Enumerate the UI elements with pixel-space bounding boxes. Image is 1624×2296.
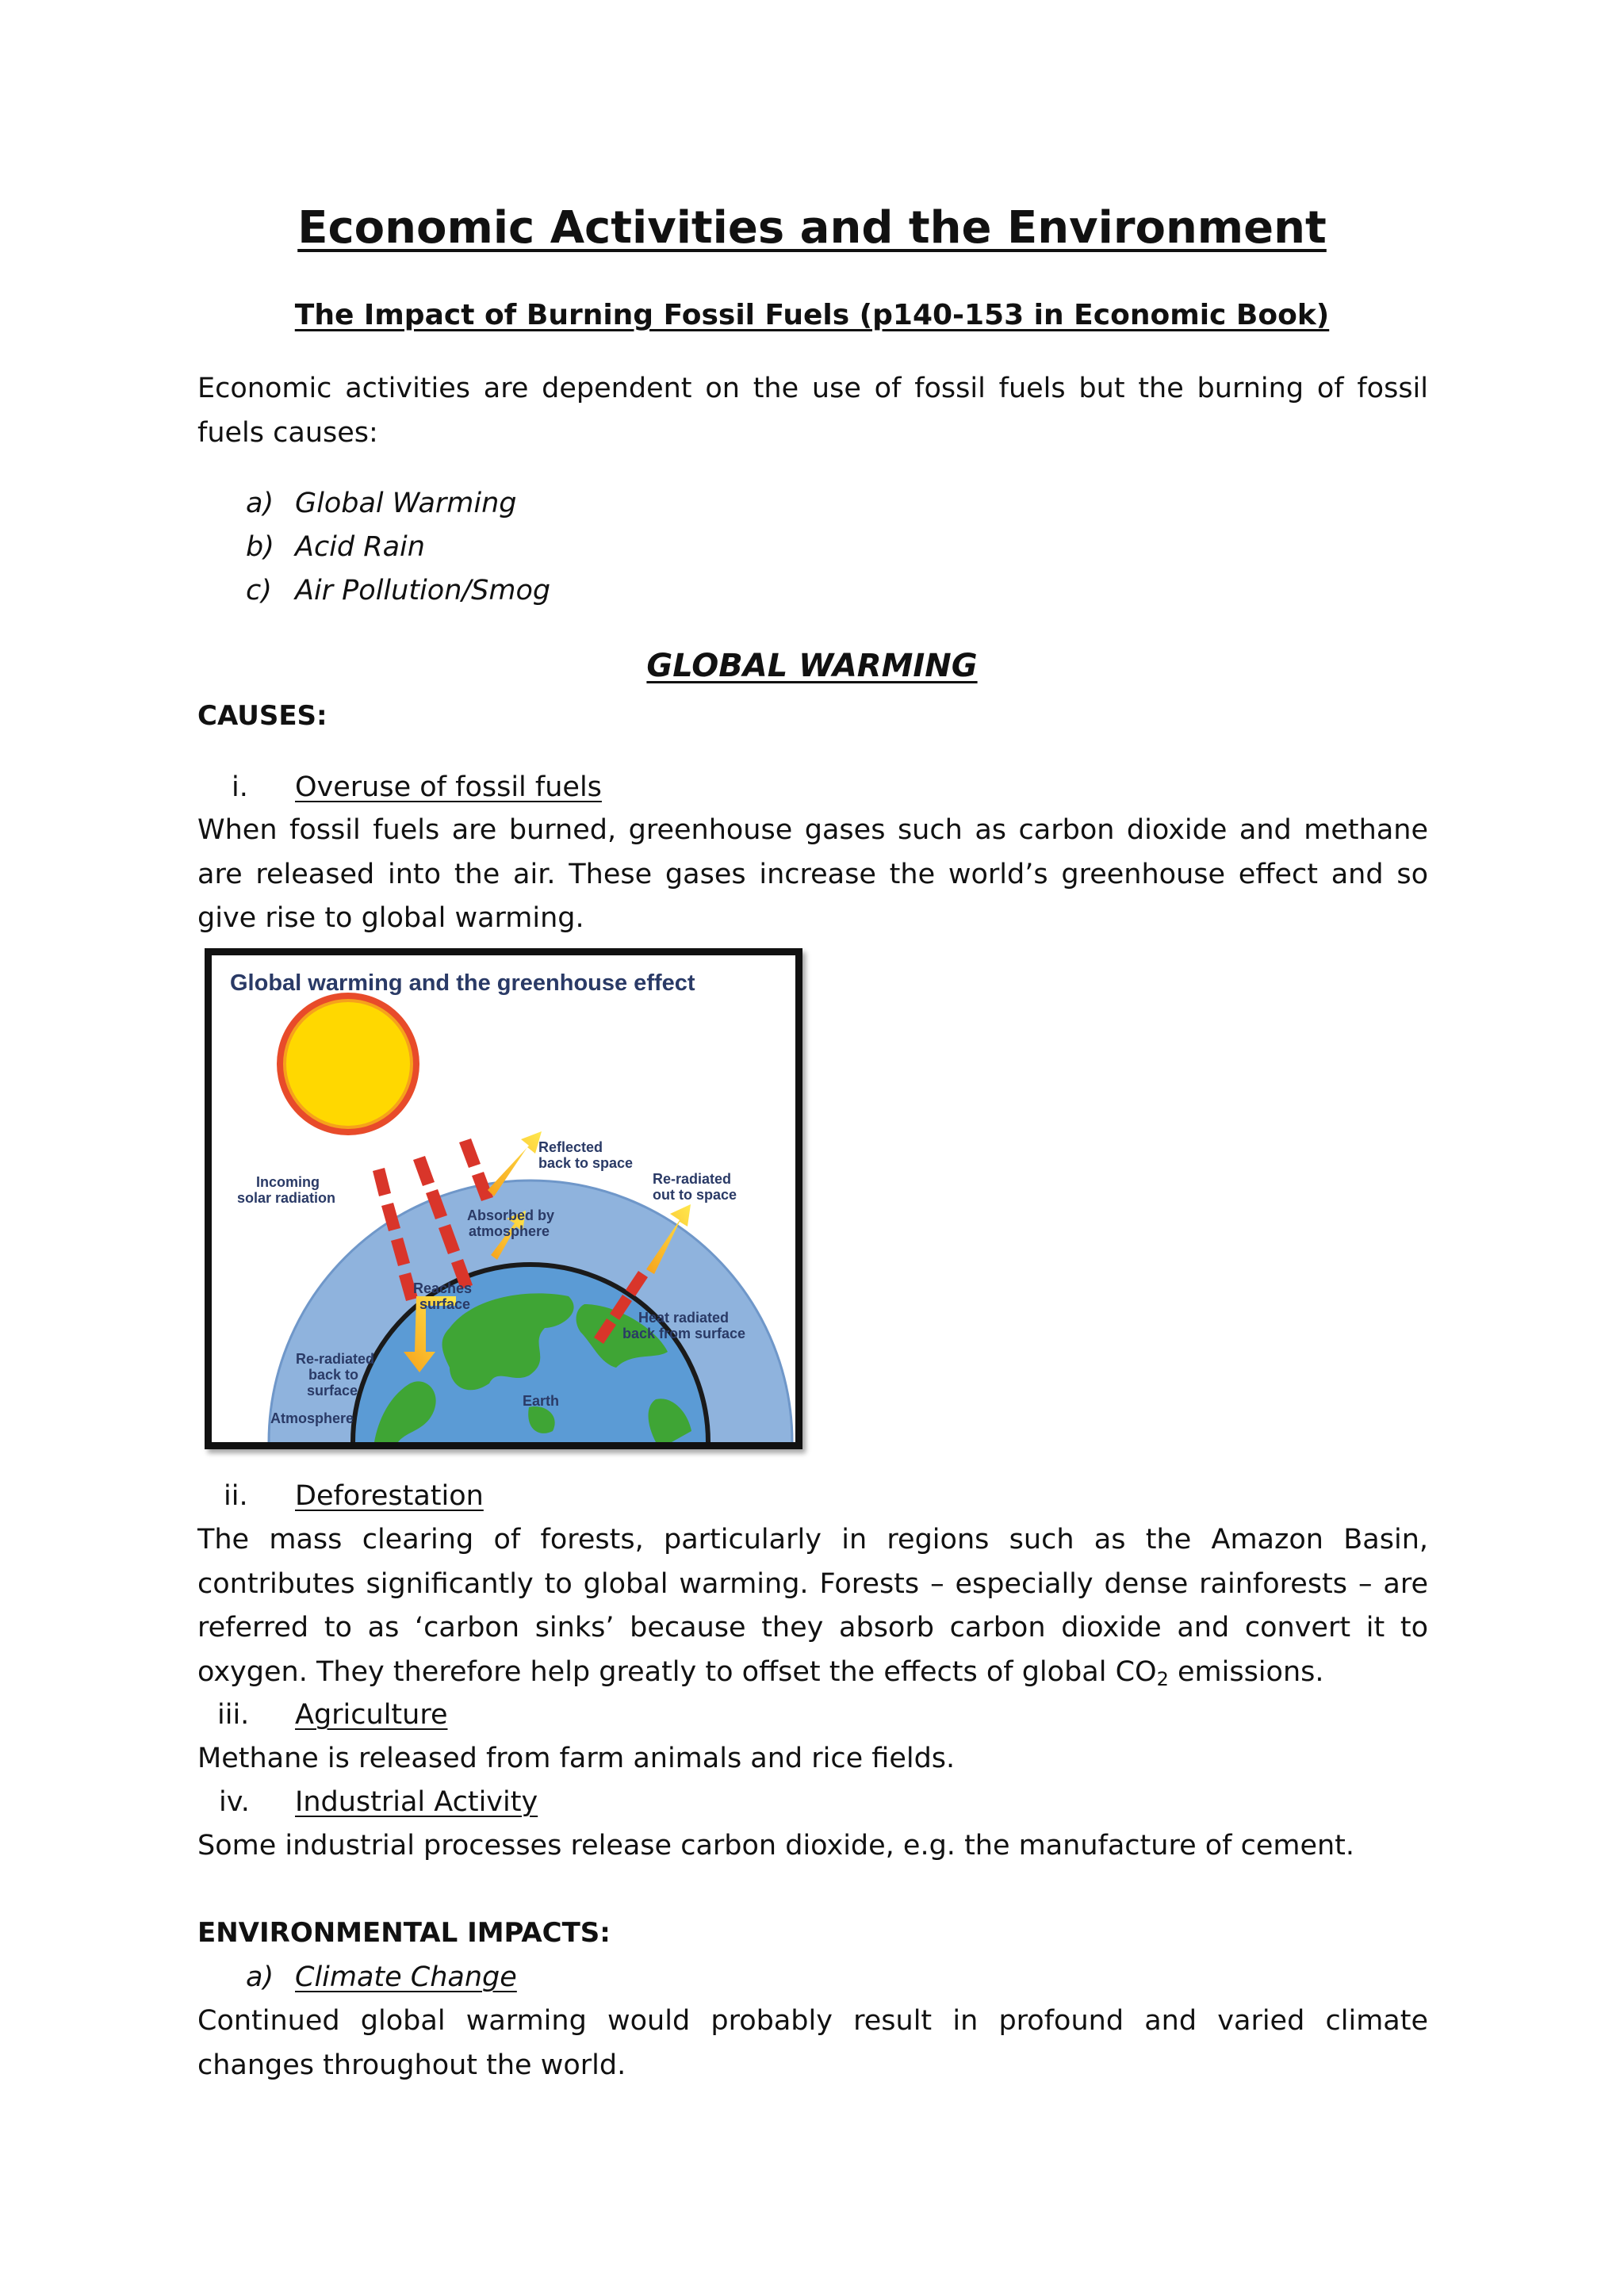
effect-marker: b) [246,531,274,563]
cause-marker: iii. [217,1699,250,1731]
label-reaches: surface [419,1296,471,1312]
label-reradiated-space: out to space [653,1187,737,1203]
subscript-two: 2 [1156,1667,1169,1690]
label-reradiated-surface: Re-radiated [296,1351,375,1367]
label-atmosphere: Atmosphere [270,1410,354,1426]
label-heat: back from surface [622,1326,746,1341]
impact-label: Climate Change [295,1961,517,1993]
diagram-svg [212,955,795,1442]
page-subtitle: The Impact of Burning Fossil Fuels (p140-153 in Economic Book) [294,299,1330,331]
cause-paragraph [197,1518,1428,1701]
impact-paragraph: Continued global warming would probably result in profound and varied climate changes throughout the world. [197,2005,1428,2081]
greenhouse-effect-diagram [205,948,802,1449]
cause-text-end: emissions. [1168,1655,1324,1688]
label-incoming: solar radiation [237,1190,336,1206]
cause-paragraph: When fossil fuels are burned, greenhouse gases such as carbon dioxide and methane are released into the air. These gases increase the world’s greenhouse effect and so give rise to global warming. [197,814,1428,934]
sun-icon [277,993,419,1135]
label-reaches: Reaches [413,1280,473,1296]
effect-label: Air Pollution/Smog [295,575,551,607]
label-reflected: Reflected [538,1139,603,1155]
label-reflected: back to space [538,1155,634,1171]
cause-label: Industrial Activity [295,1786,538,1818]
impact-marker: a) [246,1961,274,1993]
cause-label: Deforestation [295,1480,484,1512]
effect-label: Acid Rain [295,531,425,563]
label-heat: Heat radiated [638,1310,730,1326]
label-absorbed: atmosphere [469,1223,550,1239]
causes-label: CAUSES: [197,700,327,732]
impacts-label: ENVIRONMENTAL IMPACTS: [197,1917,611,1949]
cause-label: Agriculture [295,1699,448,1731]
cause-marker: i. [232,771,248,803]
intro-paragraph: Economic activities are dependent on the use of fossil fuels but the burning of fossil fuels causes: [197,373,1428,449]
diagram-title: Global warming and the greenhouse effect [230,970,695,996]
label-reradiated-surface: back to [308,1367,359,1383]
label-reradiated-surface: surface [307,1383,358,1399]
effect-marker: c) [246,575,272,607]
page-title: Economic Activities and the Environment [297,202,1327,254]
label-earth: Earth [523,1393,560,1409]
cause-marker: ii. [224,1480,248,1512]
sun-disc [285,1001,412,1127]
cause-paragraph: Methane is released from farm animals and rice fields. [197,1743,956,1774]
effect-marker: a) [246,488,274,519]
label-incoming: Incoming [256,1174,320,1190]
label-reradiated-space: Re-radiated [653,1171,732,1187]
section-heading: GLOBAL WARMING [646,648,978,684]
cause-paragraph: Some industrial processes release carbon dioxide, e.g. the manufacture of cement. [197,1830,1355,1862]
effect-label: Global Warming [295,488,517,519]
label-absorbed: Absorbed by [467,1207,555,1223]
cause-marker: iv. [219,1786,250,1818]
cause-text: The mass clearing of forests, particularly in regions such as the Amazon Basin, contributes significantly to global warming. Forests – especially dense rainforests – are referred to as ‘carbon sinks’ because they absorb carbon dioxide and convert it to oxygen. They therefore help greatly to offset the effects of global CO [197,1524,1428,1688]
cause-label: Overuse of fossil fuels [295,771,602,803]
